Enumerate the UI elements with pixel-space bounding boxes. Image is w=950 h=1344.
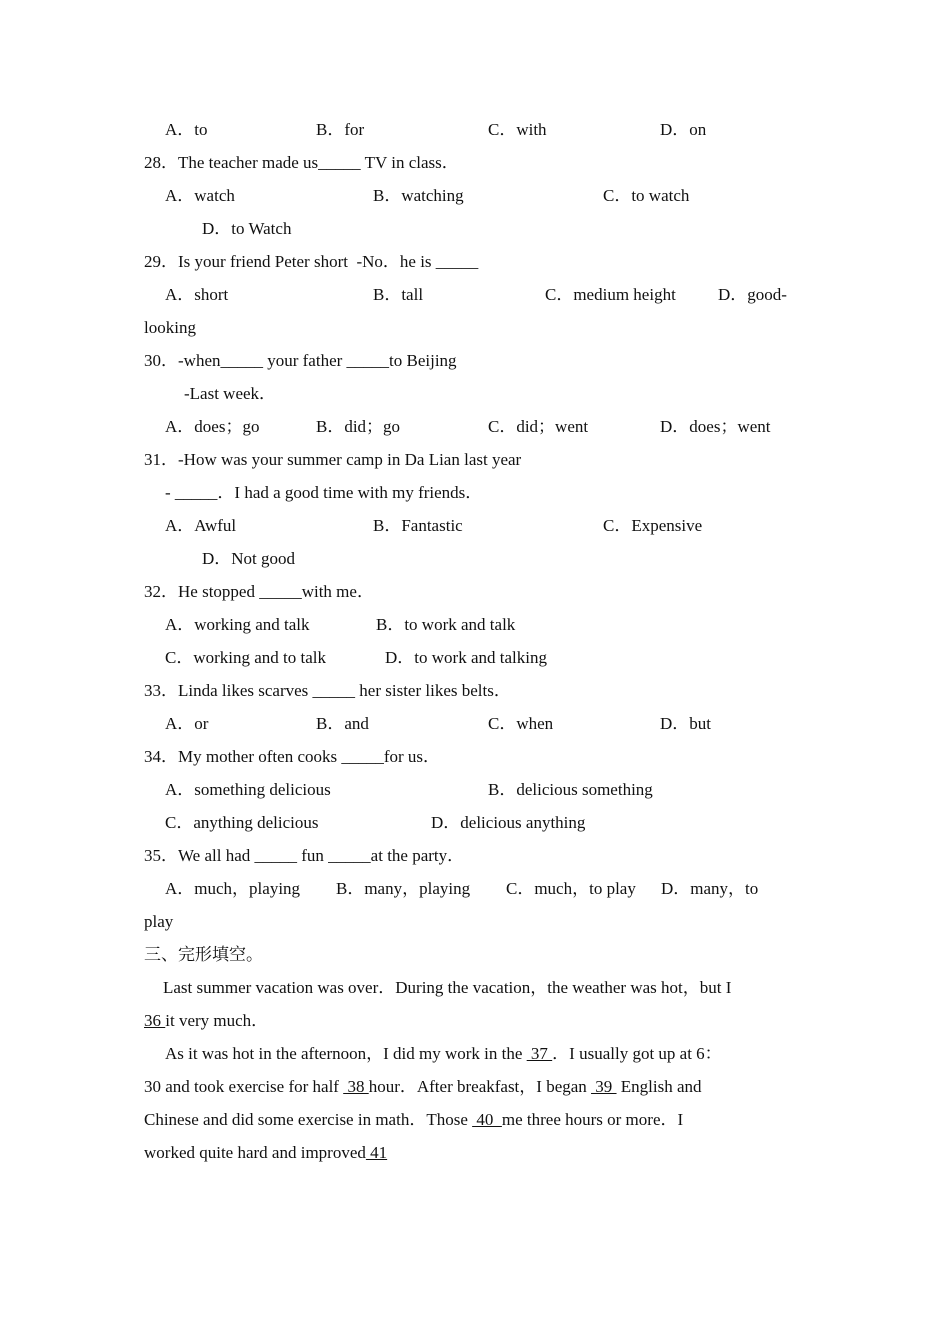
blank-36: 36 [144,1011,166,1030]
q33-option-a: A．or [165,714,209,733]
blank-38: 38 [343,1077,369,1096]
q34-option-d: D．delicious anything [431,813,586,832]
q32-option-c: C．working and to talk [165,648,327,667]
q31-option-a: A．Awful [165,516,237,535]
q29-option-c: C．medium height [545,285,676,304]
q32-option-a: A．working and talk [165,615,310,634]
q27-option-a: A．to [165,120,208,139]
q34-stem: 34．My mother often cooks _____for us． [144,747,441,766]
q35-option-a: A．much，playing [165,879,301,898]
q34-option-b: B．delicious something [488,780,653,799]
q29-option-b: B．tall [373,285,424,304]
passage-line [144,1011,268,1031]
q30-option-c: C．did；went [488,417,589,436]
q29-option-a: A．short [165,285,229,304]
q27-option-d: D．on [660,120,707,139]
q27-option-c: C．with [488,120,547,139]
q28-option-a: A．watch [165,186,235,205]
q29-stem: 29．Is your friend Peter short -No．he is _____ [144,252,479,271]
q30-reply: -Last week． [184,384,277,403]
q32-option-b: B．to work and talk [376,615,516,634]
q31-option-d: D．Not good [202,549,296,568]
blank-41: 41 [365,1143,388,1162]
q31-stem: 31．-How was your summer camp in Da Lian last year [144,450,522,469]
blank-40: 40 [472,1110,502,1129]
q33-stem: 33．Linda likes scarves _____ her sister likes belts． [144,681,511,700]
q35-option-d: D．many，to [661,879,759,898]
passage-text: it very much． [165,1011,269,1030]
q33-option-c: C．when [488,714,554,733]
q33-option-b: B．and [316,714,369,733]
q32-stem: 32．He stopped _____with me． [144,582,374,601]
passage-text: hour．After breakfast，I began [368,1077,592,1096]
passage-line [144,1077,702,1097]
q28-option-d: D．to Watch [202,219,292,238]
q33-option-d: D．but [660,714,711,733]
q32-option-d: D．to work and talking [385,648,547,667]
q31-reply: - _____．I had a good time with my friends． [165,483,483,502]
passage-line: Last summer vacation was over．During the vacation，the weather was hot，but I [163,978,732,997]
passage-text: English and [616,1077,702,1096]
q35-option-c: C．much，to play [506,879,636,898]
passage-text: me three hours or more．I [501,1110,684,1129]
passage-line [144,1143,387,1163]
q30-option-b: B．did；go [316,417,401,436]
section-heading-cloze: 三、完形填空。 [144,945,263,964]
q35-option-d-continued: play [144,912,174,931]
passage-text: Chinese and did some exercise in math．Those [144,1110,473,1129]
q34-option-a: A．something delicious [165,780,331,799]
passage-text: As it was hot in the afternoon，I did my work in the [165,1044,527,1063]
q29-option-d-continued: looking [144,318,196,337]
passage-line [144,1110,683,1130]
q29-option-d: D．good- [718,285,787,304]
q28-option-c: C．to watch [603,186,690,205]
q31-option-c: C．Expensive [603,516,703,535]
passage-text: worked quite hard and improved [144,1143,366,1162]
q28-stem: 28．The teacher made us_____ TV in class． [144,153,459,172]
q34-option-c: C．anything delicious [165,813,319,832]
q28-option-b: B．watching [373,186,464,205]
passage-text: 30 and took exercise for half [144,1077,344,1096]
q35-stem: 35．We all had _____ fun _____at the party． [144,846,465,865]
q30-option-a: A．does；go [165,417,260,436]
q31-option-b: B．Fantastic [373,516,463,535]
blank-39: 39 [591,1077,617,1096]
passage-text: ．I usually got up at 6： [552,1044,722,1063]
q27-option-b: B．for [316,120,365,139]
q30-stem: 30．-when_____ your father _____to Beijing [144,351,457,370]
passage-line [165,1044,722,1064]
blank-37: 37 [526,1044,553,1063]
q30-option-d: D．does；went [660,417,771,436]
q35-option-b: B．many，playing [336,879,471,898]
